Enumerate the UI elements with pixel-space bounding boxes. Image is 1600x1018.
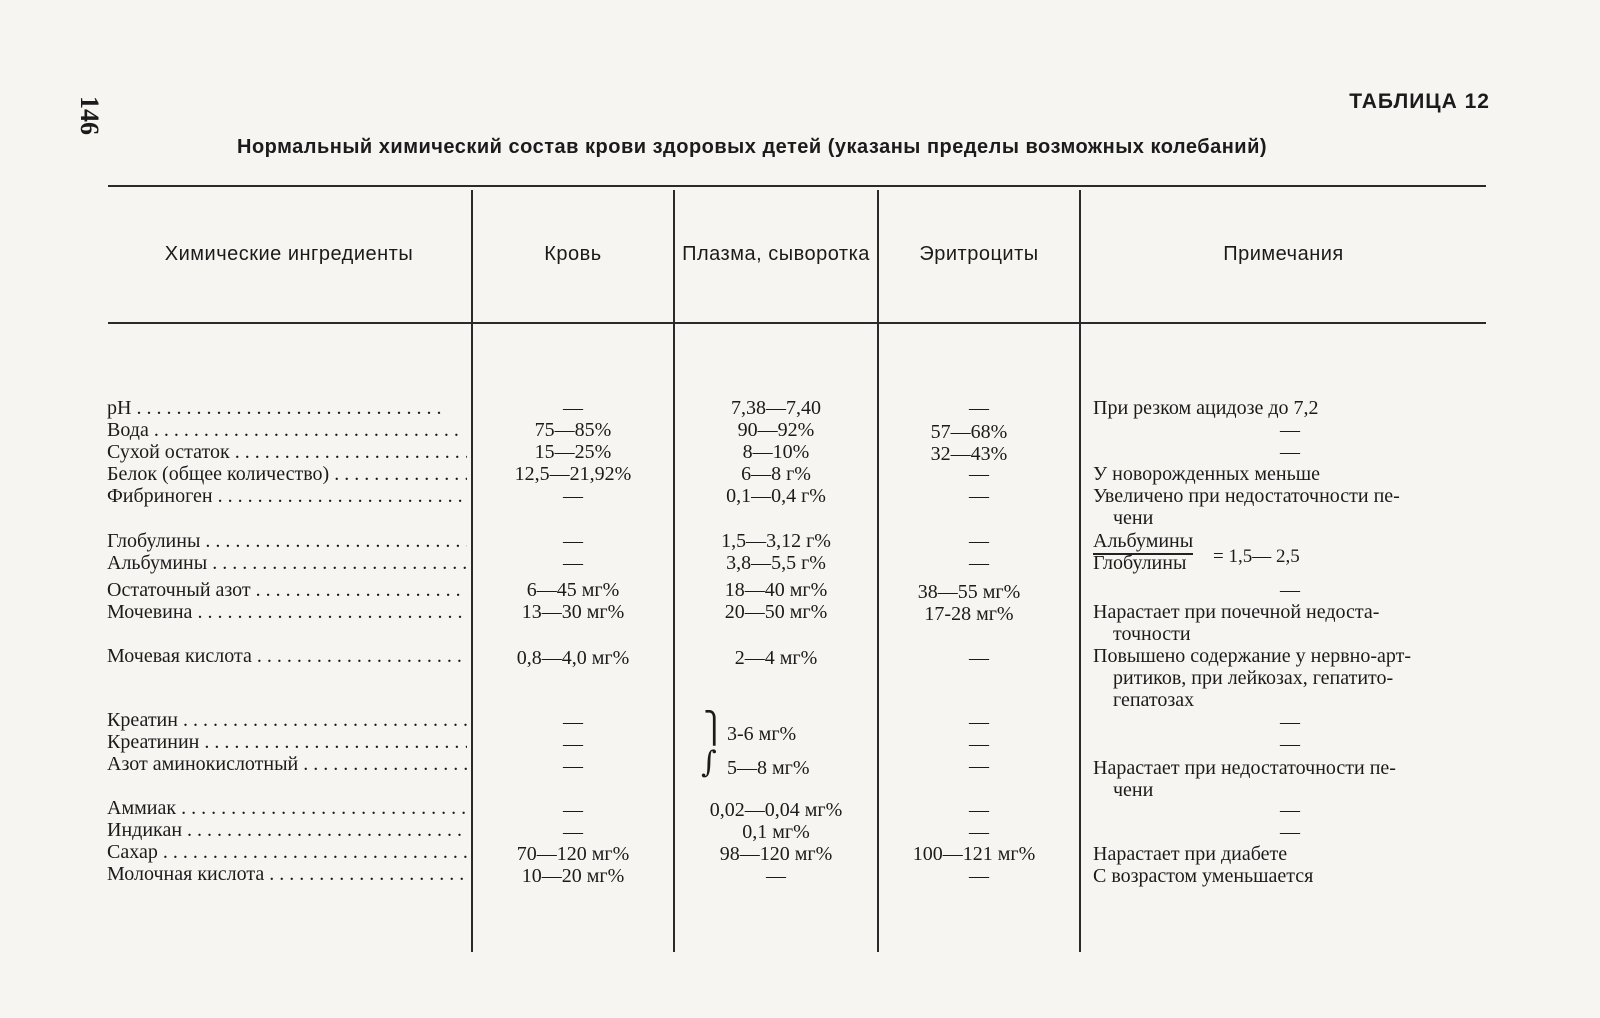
top-rule (108, 185, 1486, 187)
table-label: ТАБЛИЦА 12 (1349, 90, 1490, 113)
blood-value: — (563, 485, 583, 507)
ery-value: — (969, 647, 989, 669)
blood-value: — (563, 711, 583, 733)
note-text: — (1280, 419, 1300, 441)
header-blood: Кровь (544, 243, 602, 265)
ery-value: — (969, 821, 989, 843)
ery-value: — (969, 463, 989, 485)
ratio-numerator: Альбумины (1093, 530, 1193, 555)
plasma-value: 7,38—7,40 (731, 397, 821, 419)
ingredient-name: Креатинин . . . (107, 731, 467, 753)
note-text: чени (1113, 507, 1154, 529)
blood-value: 6—45 мг% (526, 579, 620, 601)
note-text: — (1280, 579, 1300, 601)
header-notes: Примечания (1223, 243, 1344, 265)
note-text: Повышено содержание у нервно-арт- (1093, 645, 1412, 667)
ery-value: — (969, 530, 989, 552)
albumin-globulin-ratio (1093, 530, 1193, 574)
blood-value: — (563, 552, 583, 574)
plasma-value: 1,5—3,12 г% (721, 530, 831, 552)
ingredient-name: Фибриноген . . . (107, 485, 467, 507)
page-number: 146 (75, 96, 104, 135)
note-text: Нарастает при почечной недоста- (1093, 601, 1380, 623)
blood-value: 70—120 мг% (516, 843, 630, 865)
header-rule (108, 322, 1486, 324)
header-erythrocytes: Эритроциты (919, 243, 1039, 265)
blood-value: — (563, 755, 583, 777)
blood-value: 13—30 мг% (521, 601, 625, 623)
ingredient-name: Молочная кислота . . . (107, 863, 467, 885)
table-title: Нормальный химический состав крови здоровых детей (указаны пределы возможных колебаний) (237, 136, 1268, 158)
header-plasma: Плазма, сыворотка (682, 243, 870, 265)
blood-value: — (563, 821, 583, 843)
ingredient-name: Белок (общее количество) . . . (107, 463, 467, 485)
ingredient-name: Сухой остаток . . . (107, 441, 467, 463)
plasma-value: 5—8 мг% (727, 757, 810, 779)
ery-value: 32—43% (930, 443, 1008, 465)
plasma-value: 0,1 мг% (742, 821, 810, 843)
ery-value: — (969, 799, 989, 821)
note-text: точности (1113, 623, 1191, 645)
ery-value: 17-28 мг% (924, 603, 1014, 625)
col-divider-4 (1079, 190, 1081, 952)
ratio-denominator: Глобулины (1093, 552, 1187, 574)
plasma-value: 3-6 мг% (727, 723, 797, 745)
ery-value: 38—55 мг% (917, 581, 1021, 603)
ery-value: — (969, 552, 989, 574)
note-text: У новорожденных меньше (1093, 463, 1321, 485)
note-text: гепатозах (1113, 689, 1195, 711)
ingredient-name: Глобулины . . . (107, 530, 467, 552)
ery-value: — (969, 397, 989, 419)
note-text: При резком ацидозе до 7,2 (1093, 397, 1319, 419)
note-text: — (1280, 711, 1300, 733)
ingredient-name: Вода . . . (107, 419, 467, 441)
plasma-value: 18—40 мг% (724, 579, 828, 601)
note-text: — (1280, 821, 1300, 843)
blood-value: — (563, 799, 583, 821)
ingredient-name: pH . . . (107, 397, 467, 419)
ingredient-name: Остаточный азот . . . (107, 579, 467, 601)
note-text: С возрастом уменьшается (1093, 865, 1314, 887)
ratio-value: = 1,5— 2,5 (1213, 546, 1300, 567)
ingredient-name: Альбумины . . . (107, 552, 467, 574)
ingredient-name: Аммиак . . . (107, 797, 467, 819)
ery-value: — (969, 733, 989, 755)
note-text: ритиков, при лейкозах, гепатито- (1113, 667, 1394, 689)
brace-lower: ∫ (701, 745, 717, 780)
ingredient-name: Мочевая кислота . . . (107, 645, 467, 667)
blood-value: — (563, 530, 583, 552)
plasma-value: 0,02—0,04 мг% (709, 799, 843, 821)
note-text: — (1280, 733, 1300, 755)
header-ingredients: Химические ингредиенты (164, 243, 414, 265)
ery-value: — (969, 485, 989, 507)
plasma-value: 98—120 мг% (719, 843, 833, 865)
blood-value: 75—85% (534, 419, 612, 441)
blood-value: — (563, 397, 583, 419)
note-text: — (1280, 441, 1300, 463)
plasma-value: 2—4 мг% (734, 647, 818, 669)
plasma-value: 3,8—5,5 г% (726, 552, 826, 574)
ery-value: 100—121 мг% (912, 843, 1036, 865)
ingredient-name: Сахар . . . (107, 841, 467, 863)
blood-value: 12,5—21,92% (514, 463, 632, 485)
note-text: Нарастает при диабете (1093, 843, 1288, 865)
ery-value: — (969, 755, 989, 777)
blood-value: 10—20 мг% (521, 865, 625, 887)
plasma-value: 0,1—0,4 г% (726, 485, 826, 507)
ingredient-name: Индикан . . . (107, 819, 467, 841)
brace-upper: ⎫ (703, 711, 726, 746)
blood-value: 0,8—4,0 мг% (516, 647, 630, 669)
blood-value: 15—25% (534, 441, 612, 463)
note-text: Нарастает при недостаточности пе- (1093, 757, 1396, 779)
ery-value: 57—68% (930, 421, 1008, 443)
plasma-value: 90—92% (737, 419, 815, 441)
ingredient-name: Мочевина . . . (107, 601, 467, 623)
ery-value: — (969, 865, 989, 887)
blood-value: — (563, 733, 583, 755)
note-text: — (1280, 799, 1300, 821)
plasma-value: 8—10% (742, 441, 810, 463)
ery-value: — (969, 711, 989, 733)
plasma-value: 6—8 г% (741, 463, 811, 485)
ingredient-name: Креатин . . . (107, 709, 467, 731)
note-text: Увеличено при недостаточности пе- (1093, 485, 1400, 507)
ingredient-name: Азот аминокислотный . . . (107, 753, 467, 775)
plasma-value: 20—50 мг% (724, 601, 828, 623)
plasma-value: — (766, 865, 786, 887)
note-text: чени (1113, 779, 1154, 801)
